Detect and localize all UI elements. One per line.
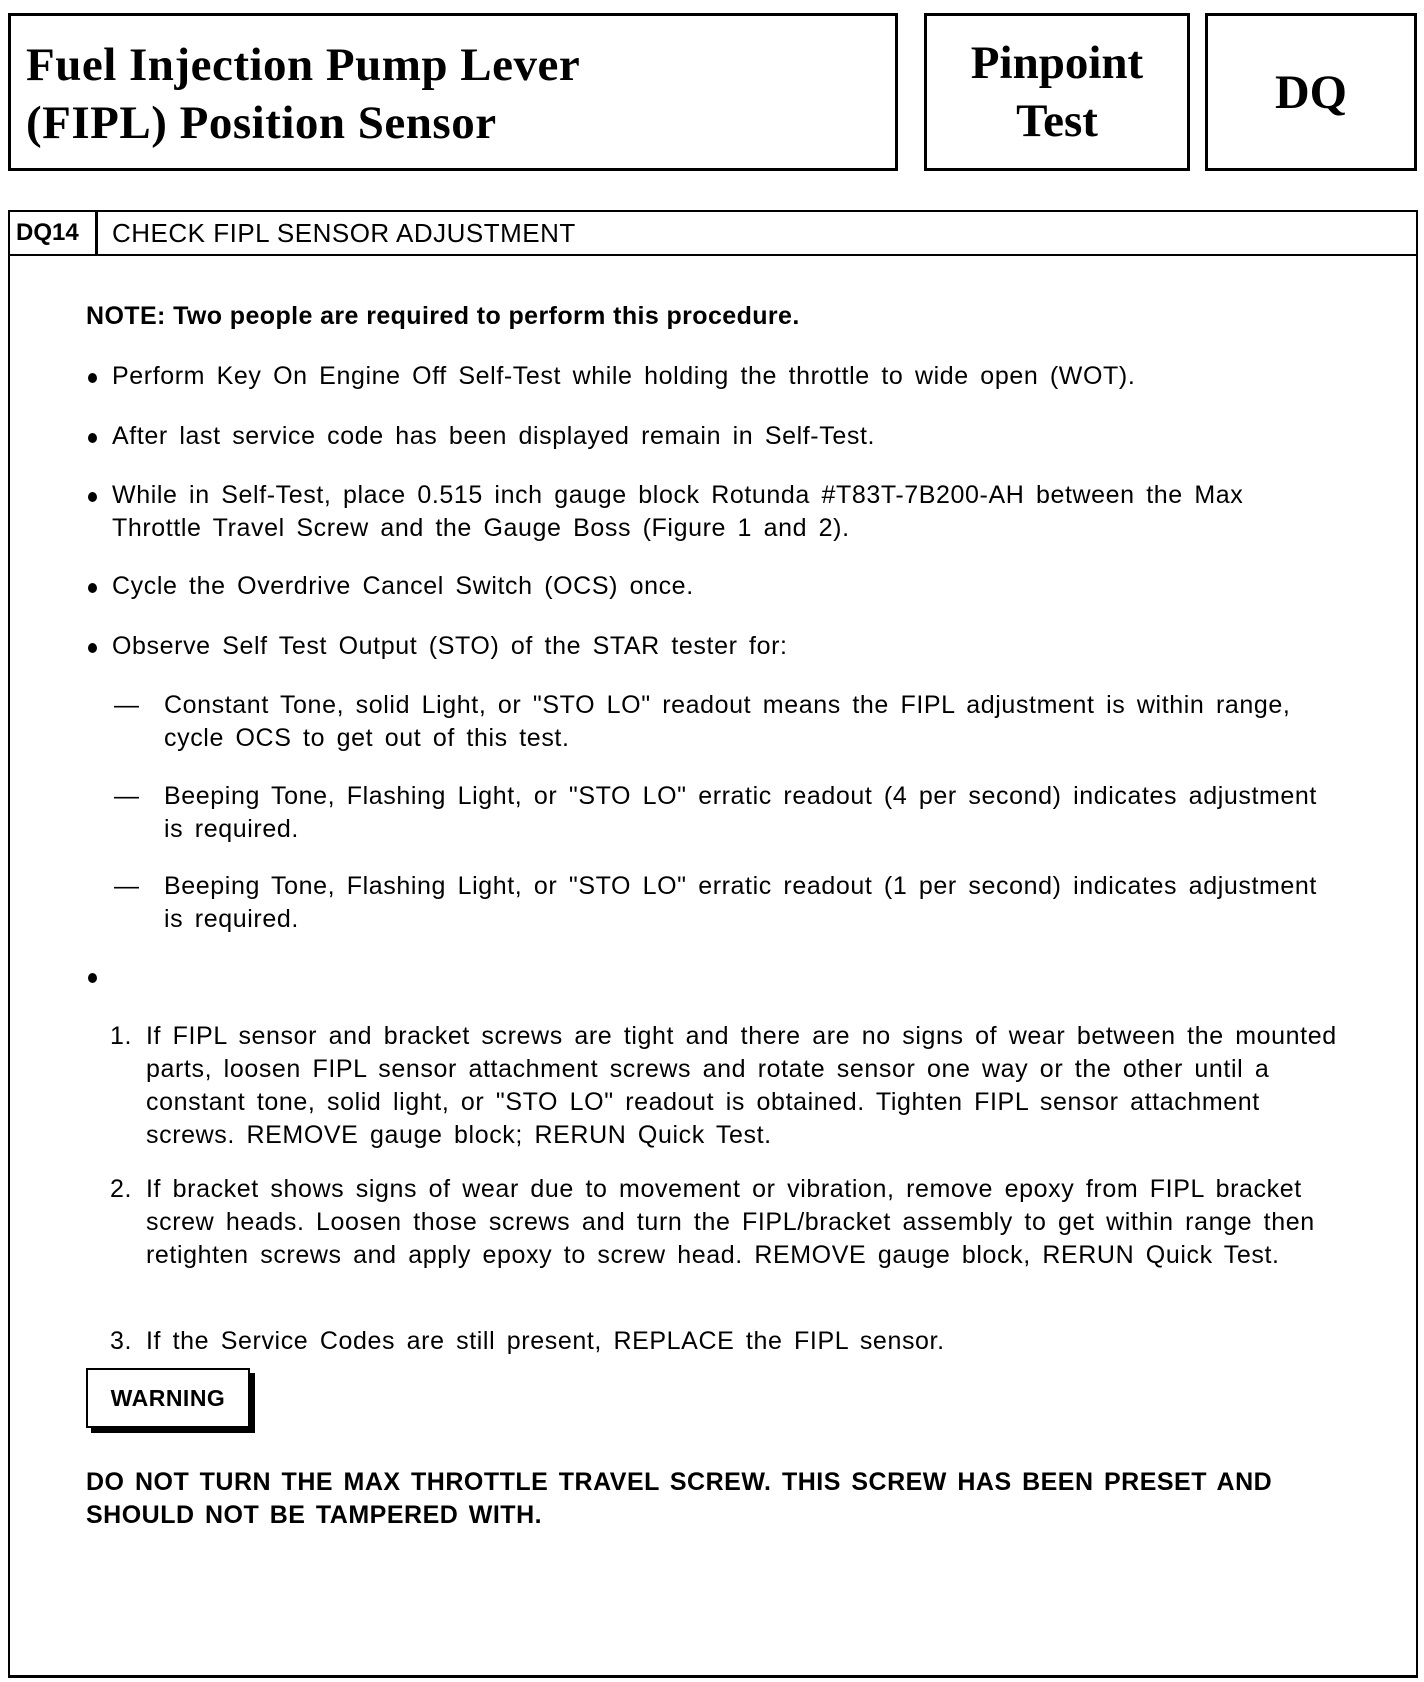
sub-item <box>114 870 1334 936</box>
procedure-note: NOTE: Two people are required to perform this procedure. <box>86 302 800 330</box>
numbered-item <box>110 1020 1340 1152</box>
bullet-icon <box>88 373 97 383</box>
bullet-text: Cycle the Overdrive Cancel Switch (OCS) once. <box>112 572 694 600</box>
step-header <box>10 212 1416 256</box>
numbered-item <box>110 1173 1340 1272</box>
bullet-text: After last service code has been displayed remain in Self-Test. <box>112 422 876 450</box>
bullet-icon <box>88 492 97 502</box>
test-code: DQ <box>1275 65 1347 119</box>
step-code: DQ14 <box>10 212 98 254</box>
bullet-text: Perform Key On Engine Off Self-Test while holding the throttle to wide open (WOT). <box>112 362 1136 390</box>
bullet-item <box>86 570 1326 603</box>
procedure-title-box <box>8 13 898 171</box>
bullet-text: While in Self-Test, place 0.515 inch gauge block Rotunda #T83T-7B200-AH between the Max Throttle Travel Screw and the Gauge Boss (Figure 1 and 2). <box>112 481 1244 542</box>
item-number: 1. <box>110 1022 133 1050</box>
step-panel <box>8 210 1418 1678</box>
bullet-item <box>86 630 1326 663</box>
sub-item-text: Beeping Tone, Flashing Light, or "STO LO" erratic readout (4 per second) indicates adjustment is required. <box>164 782 1317 843</box>
numbered-item-text: If bracket shows signs of wear due to movement or vibration, remove epoxy from FIPL bracket screw heads. Loosen those screws and turn the FIPL/bracket assembly to get within range then retighten screws and apply epoxy to screw head. REMOVE gauge block, RERUN Quick Test. <box>146 1175 1315 1269</box>
step-content <box>10 256 1416 1675</box>
bullet-item <box>86 479 1326 545</box>
sub-item <box>114 780 1334 846</box>
dash-icon: — <box>114 872 140 900</box>
bullet-item <box>86 420 1326 453</box>
test-type-box <box>924 13 1190 171</box>
numbered-item-text: If the Service Codes are still present, REPLACE the FIPL sensor. <box>146 1327 945 1355</box>
numbered-item <box>110 1325 1340 1358</box>
sub-item-text: Beeping Tone, Flashing Light, or "STO LO" erratic readout (1 per second) indicates adjustment is required. <box>164 872 1317 933</box>
item-number: 2. <box>110 1175 133 1203</box>
procedure-title-line-2: (FIPL) Position Sensor <box>26 97 497 149</box>
dash-icon: — <box>114 782 140 810</box>
warning-text: DO NOT TURN THE MAX THROTTLE TRAVEL SCREW. THIS SCREW HAS BEEN PRESET AND SHOULD NOT BE TAMPERED WITH. <box>86 1468 1273 1529</box>
numbered-item-text: If FIPL sensor and bracket screws are tight and there are no signs of wear between the mounted parts, loosen FIPL sensor attachment screws and rotate sensor one way or the other until a constant tone, solid light, or "STO LO" readout is obtained. Tighten FIPL sensor attachment screws. REMOVE gauge block; RERUN Quick Test. <box>146 1022 1337 1149</box>
test-type-line-2: Test <box>1016 95 1098 147</box>
bullet-icon <box>88 643 97 653</box>
bullet-icon <box>88 973 97 983</box>
bullet-icon <box>88 583 97 593</box>
dash-icon: — <box>114 691 140 719</box>
test-code-box <box>1205 13 1417 171</box>
bullet-icon <box>88 433 97 443</box>
bullet-item <box>86 360 1326 393</box>
sub-item <box>114 689 1334 755</box>
procedure-title-line-1: Fuel Injection Pump Lever <box>26 39 581 91</box>
test-type-line-1: Pinpoint <box>970 37 1144 89</box>
step-title: CHECK FIPL SENSOR ADJUSTMENT <box>112 218 576 248</box>
item-number: 3. <box>110 1327 133 1355</box>
bullet-text: Observe Self Test Output (STO) of the STAR tester for: <box>112 632 788 660</box>
warning-label: WARNING <box>86 1368 250 1428</box>
sub-item-text: Constant Tone, solid Light, or "STO LO" readout means the FIPL adjustment is within range, cycle OCS to get out of this test. <box>164 691 1291 752</box>
